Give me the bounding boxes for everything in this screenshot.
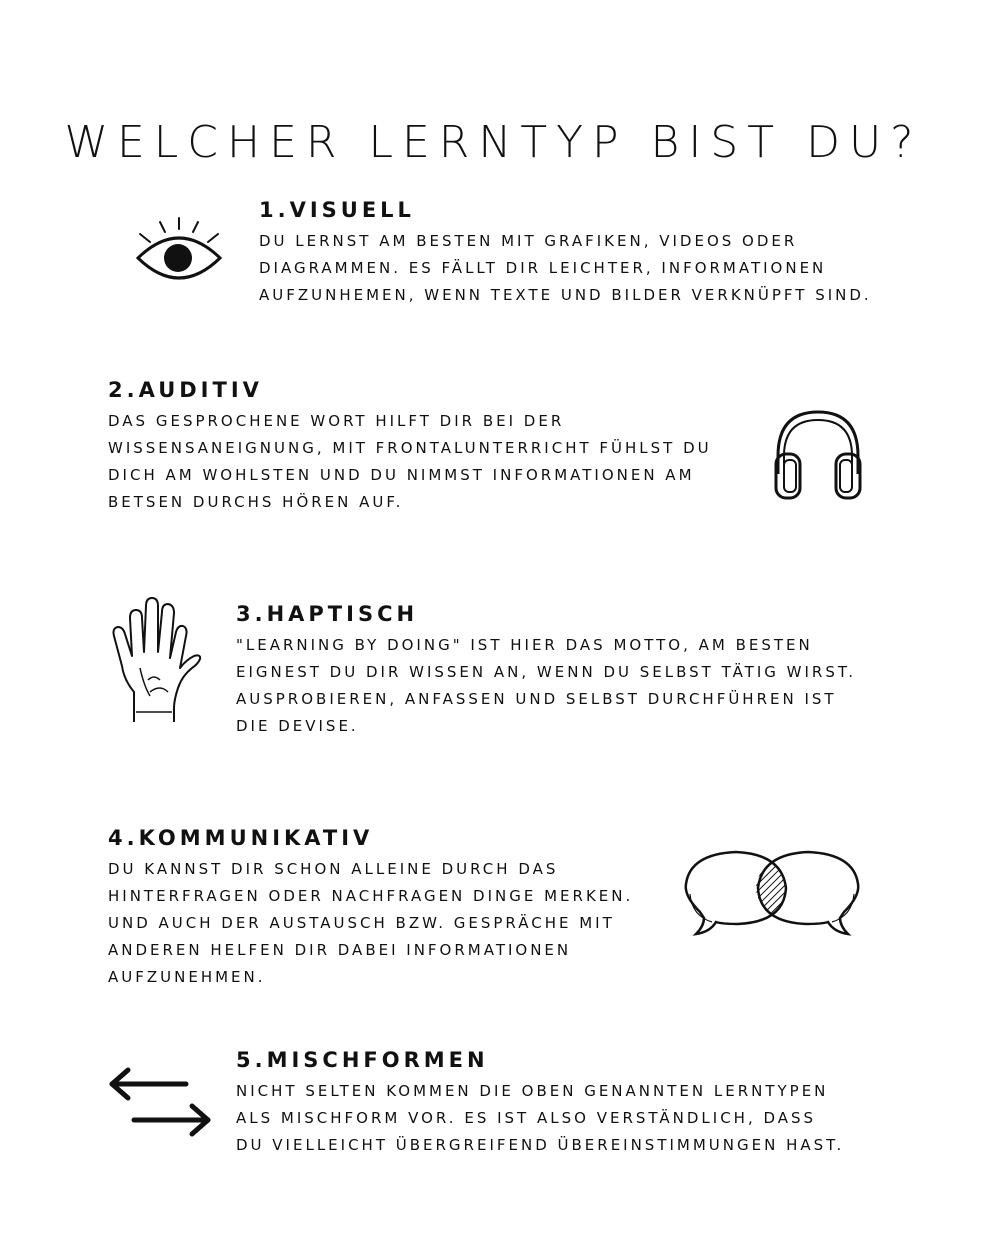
section-text <box>236 632 856 740</box>
section-auditiv <box>108 378 712 516</box>
text-line: AUFZUNHEMEN, WENN TEXTE UND BILDER VERKNÜPFT SIND. <box>259 286 872 304</box>
text-line: NICHT SELTEN KOMMEN DIE OBEN GENANNTEN LERNTYPEN <box>236 1082 829 1100</box>
text-line: AUFZUNEHMEN. <box>108 968 266 986</box>
section-heading: 4.KOMMUNIKATIV <box>108 826 374 850</box>
text-line: ANDEREN HELFEN DIR DABEI INFORMATIONEN <box>108 941 572 959</box>
section-haptisch <box>236 602 856 740</box>
text-line: ALS MISCHFORM VOR. ES IST ALSO VERSTÄNDLICH, DASS <box>236 1109 817 1127</box>
swap-arrows-icon <box>106 1066 216 1142</box>
section-text <box>108 856 633 991</box>
text-line: DIE DEVISE. <box>236 717 359 735</box>
text-line: HINTERFRAGEN ODER NACHFRAGEN DINGE MERKEN. <box>108 887 634 905</box>
text-line: WISSENSANEIGNUNG, MIT FRONTALUNTERRICHT FÜHLST DU <box>108 439 712 457</box>
text-line: DIAGRAMMEN. ES FÄLLT DIR LEICHTER, INFORMATIONEN <box>259 259 827 277</box>
section-text <box>236 1078 844 1159</box>
text-line: BETSEN DURCHS HÖREN AUF. <box>108 493 404 511</box>
text-line: UND AUCH DER AUSTAUSCH BZW. GESPRÄCHE MIT <box>108 914 615 932</box>
text-line: "LEARNING BY DOING" IST HIER DAS MOTTO, AM BESTEN <box>236 636 813 654</box>
section-text <box>108 408 712 516</box>
text-line: DAS GESPROCHENE WORT HILFT DIR BEI DER <box>108 412 565 430</box>
text-line: EIGNEST DU DIR WISSEN AN, WENN DU SELBST TÄTIG WIRST. <box>236 663 856 681</box>
section-heading: 5.MISCHFORMEN <box>236 1048 489 1072</box>
section-text <box>259 228 872 309</box>
section-heading: 1.VISUELL <box>259 198 415 222</box>
section-mischformen <box>236 1048 844 1159</box>
headphones-icon <box>770 404 866 504</box>
section-heading: 3.HAPTISCH <box>236 602 419 626</box>
section-heading: 2.AUDITIV <box>108 378 263 402</box>
page-title: WELCHER LERNTYP BIST DU? <box>64 117 923 169</box>
text-line: DICH AM WOHLSTEN UND DU NIMMST INFORMATIONEN AM <box>108 466 695 484</box>
text-line: DU KANNST DIR SCHON ALLEINE DURCH DAS <box>108 860 559 878</box>
hand-icon <box>104 596 204 726</box>
section-kommunikativ <box>108 826 633 991</box>
text-line: DU LERNST AM BESTEN MIT GRAFIKEN, VIDEOS ODER <box>259 232 798 250</box>
section-visuell <box>259 198 872 309</box>
eye-icon <box>134 214 224 284</box>
speech-bubbles-icon <box>682 846 862 940</box>
text-line: AUSPROBIEREN, ANFASSEN UND SELBST DURCHFÜHREN IST <box>236 690 837 708</box>
text-line: DU VIELLEICHT ÜBERGREIFEND ÜBEREINSTIMMUNGEN HAST. <box>236 1136 845 1154</box>
